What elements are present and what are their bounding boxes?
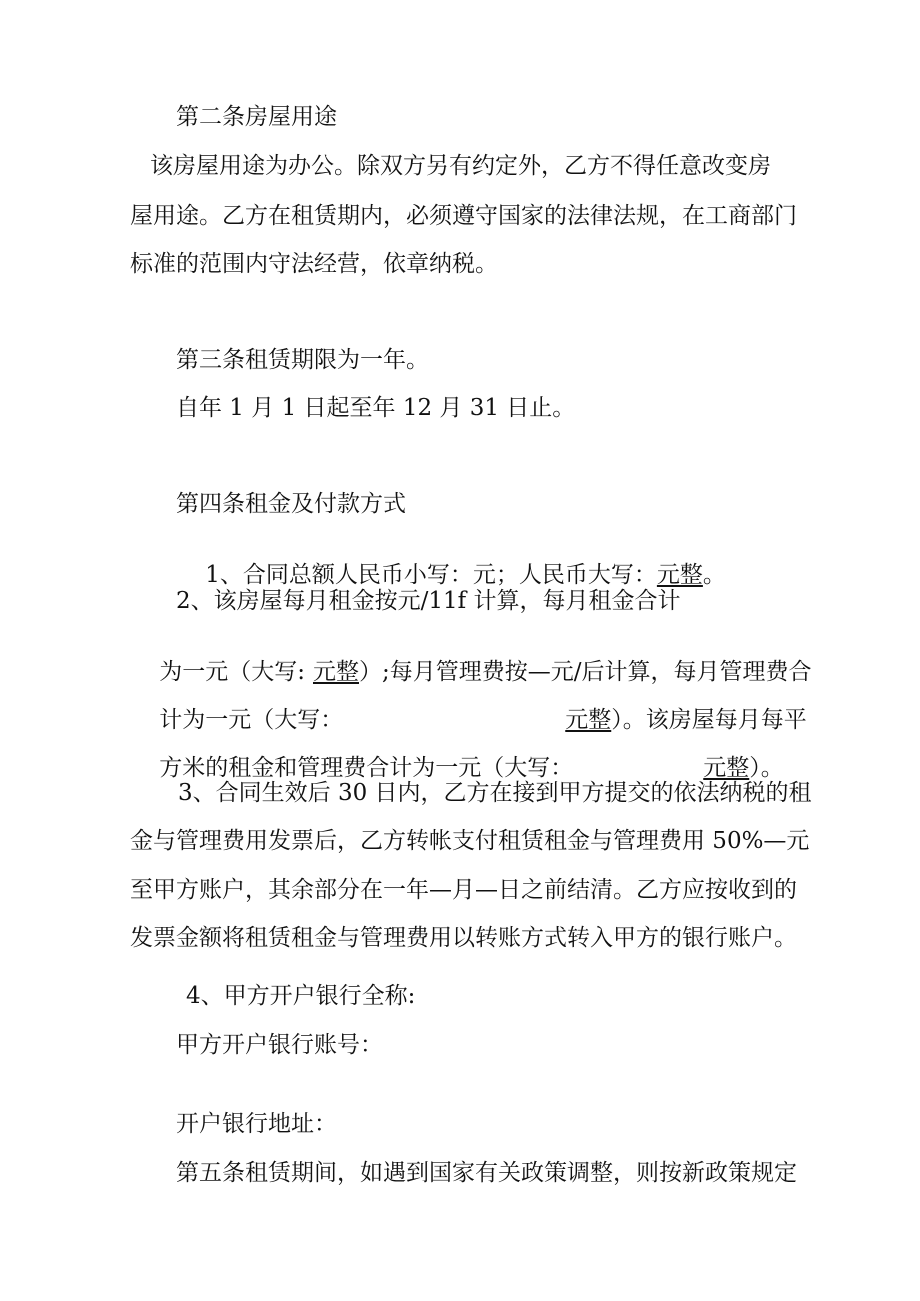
item-1-end: 。 xyxy=(702,562,726,588)
item-2-line-2-text-b: ）;每月管理费按—元/后计算，每月管理费合 xyxy=(359,659,812,685)
article-4-item-4-line-3: 开户银行地址： xyxy=(176,1111,337,1137)
item-2-line-2-underlined: 元整 xyxy=(313,659,359,685)
article-4-item-3-line-4: 发票金额将租赁租金与管理费用以转账方式转入甲方的银行账户。 xyxy=(130,925,797,951)
article-4-item-2-line-1: 2、该房屋每月租金按元/11f 计算，每月租金合计 xyxy=(176,588,681,614)
article-5-line-1: 第五条租赁期间，如遇到国家有关政策调整，则按新政策规定 xyxy=(176,1160,797,1186)
article-2-line-3: 标准的范围内守法经营，依章纳税。 xyxy=(130,251,498,277)
article-4-heading: 第四条租金及付款方式 xyxy=(176,491,406,517)
article-4-item-3-line-2: 金与管理费用发票后，乙方转帐支付租赁租金与管理费用 50%—元 xyxy=(130,828,810,854)
article-4-item-3-line-1: 3、合同生效后 30 日内，乙方在接到甲方提交的依法纳税的租 xyxy=(178,780,812,806)
item-2-line-4-underlined: 元整 xyxy=(703,755,750,781)
article-3-heading: 第三条租赁期限为一年。 xyxy=(176,347,429,373)
article-4-item-4-line-1: 4、甲方开户银行全称: xyxy=(186,983,416,1009)
article-2-line-1: 该房屋用途为办公。除双方另有约定外，乙方不得任意改变房 xyxy=(150,153,771,179)
item-2-line-3-underlined: 元整 xyxy=(565,707,612,733)
item-1-underlined: 元整 xyxy=(656,562,703,588)
item-2-line-4-text-a: 方米的租金和管理费合计为一元（大写： xyxy=(159,755,574,781)
item-2-line-4-text-b: ）。 xyxy=(749,755,784,781)
item-1-text: 1、合同总额人民币小写：元；人民币大写： xyxy=(205,562,657,588)
article-2-line-2: 屋用途。乙方在租赁期内，必须遵守国家的法律法规，在工商部门 xyxy=(130,203,797,229)
item-2-line-3-text-b: ）。该房屋每月每平 xyxy=(611,707,807,733)
item-2-line-3-text-a: 计为一元（大写： xyxy=(159,707,344,733)
article-2-heading: 第二条房屋用途 xyxy=(176,104,337,130)
article-3-term: 自年 1 月 1 日起至年 12 月 31 日止。 xyxy=(176,395,576,421)
article-4-item-4-line-2: 甲方开户银行账号： xyxy=(176,1032,383,1058)
item-2-line-2-text-a: 为一元（大写: xyxy=(159,659,305,685)
article-4-item-3-line-3: 至甲方账户，其余部分在一年—月—日之前结清。乙方应按收到的 xyxy=(130,877,797,903)
